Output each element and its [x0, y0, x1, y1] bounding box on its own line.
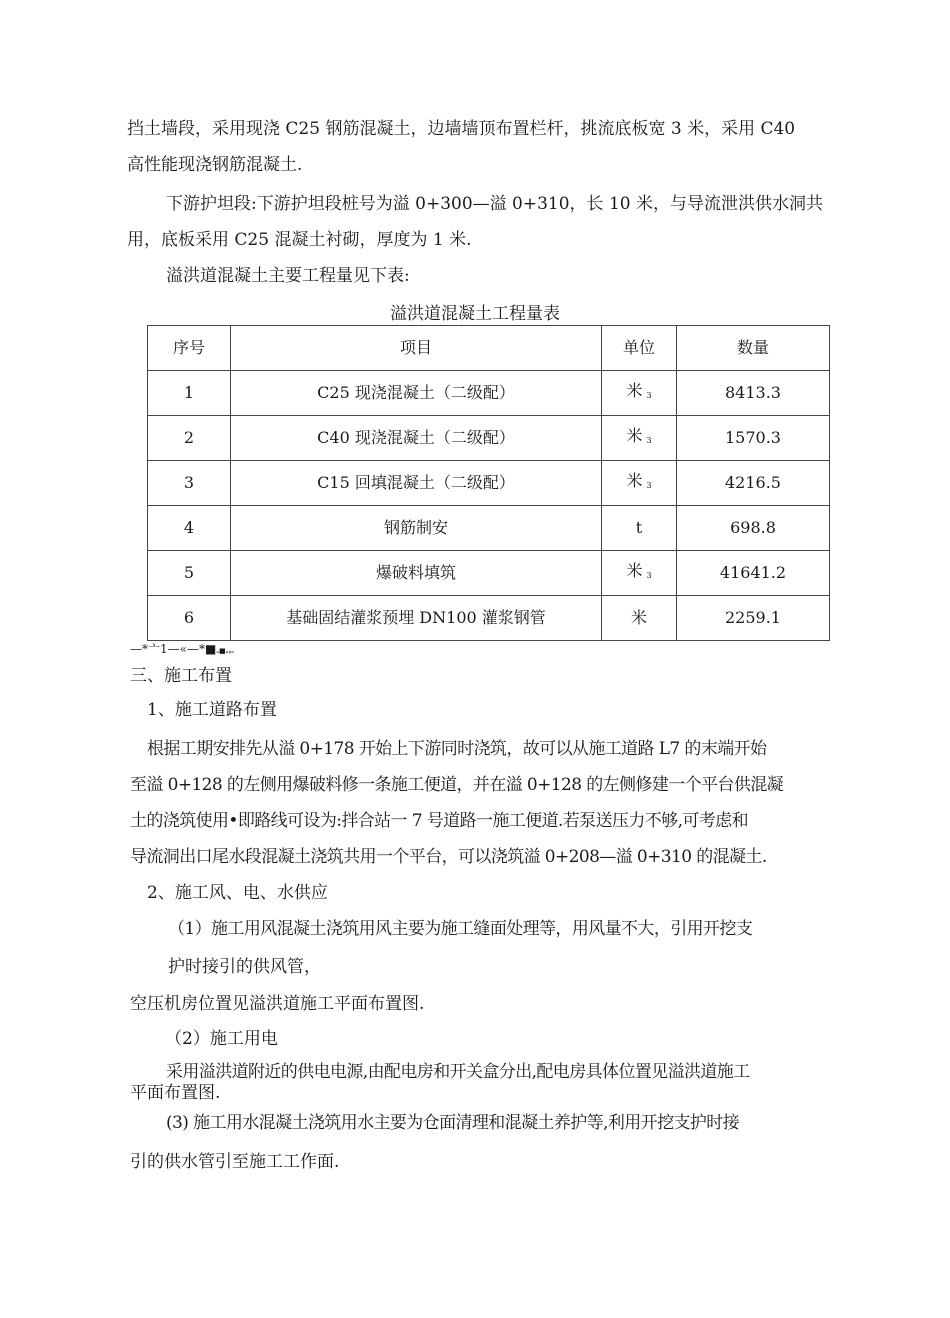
header-qty: 数量 — [677, 326, 830, 371]
unit-text: 米 — [626, 425, 643, 445]
quantity-table — [147, 325, 830, 641]
cell-qty: 2259.1 — [677, 596, 830, 641]
subsection-road-heading: 1、施工道路布置 — [147, 700, 277, 720]
table-row — [148, 596, 830, 641]
paragraph-water-line-2: 引的供水管引至施工工作面. — [130, 1152, 340, 1172]
paragraph-retaining-wall-line-1: 挡土墙段，采用现浇 C25 钢筋混凝土，边墙墙顶布置栏杆，挑流底板宽 3 米，采用 C40 — [127, 119, 796, 139]
cell-qty: 1570.3 — [677, 416, 830, 461]
cell-item: C40 现浇混凝土（二级配） — [231, 416, 602, 461]
paragraph-table-intro: 溢洪道混凝土主要工程量见下表: — [166, 266, 410, 286]
cell-item: 基础固结灌浆预埋 DN100 灌浆钢管 — [231, 596, 602, 641]
cell-unit — [602, 416, 677, 461]
unit-text: 米 — [626, 470, 643, 490]
unit-text: t — [635, 518, 643, 537]
cell-no: 5 — [148, 551, 231, 596]
paragraph-road-line-4: 导流洞出口尾水段混凝土浇筑共用一个平台，可以浇筑溢 0+208—溢 0+310 的混凝土. — [130, 847, 767, 867]
artifact-tiny: ₐ■ₚₚₙ — [216, 647, 235, 655]
table-row — [148, 551, 830, 596]
section-heading: 三、施工布置 — [130, 666, 232, 686]
table-header-row — [148, 326, 830, 371]
unit-superscript: 3 — [646, 570, 652, 580]
cell-qty: 8413.3 — [677, 371, 830, 416]
table-row — [148, 461, 830, 506]
paragraph-road-line-3: 土的浇筑使用•即路线可设为:拌合站一 7 号道路一施工便道.若泵送压力不够,可考虑和 — [130, 811, 748, 831]
paragraph-water-line-1: (3) 施工用水混凝土浇筑用水主要为仓面清理和混凝土养护等,利用开挖支护时接 — [166, 1113, 740, 1133]
paragraph-wind-line-3: 空压机房位置见溢洪道施工平面布置图. — [130, 994, 425, 1014]
paragraph-road-line-1: 根据工期安排先从溢 0+178 开始上下游同时浇筑，故可以从施工道路 L7 的末端开始 — [147, 739, 767, 759]
paragraph-retaining-wall-line-2: 高性能现浇钢筋混凝土. — [127, 155, 303, 175]
unit-superscript: 3 — [646, 435, 652, 445]
paragraph-electricity-line-2: 平面布置图. — [130, 1083, 221, 1103]
paragraph-electricity-line-1: 采用溢洪道附近的供电电源,由配电房和开关盒分出,配电房具体位置见溢洪道施工 — [166, 1062, 750, 1082]
cell-item: C25 现浇混凝土（二级配） — [231, 371, 602, 416]
cell-qty: 41641.2 — [677, 551, 830, 596]
cell-qty: 698.8 — [677, 506, 830, 551]
paragraph-apron-line-2: 用，底板采用 C25 混凝土衬砌，厚度为 1 米. — [127, 230, 472, 250]
unit-text: 米 — [626, 380, 643, 400]
cell-unit — [602, 461, 677, 506]
cell-no: 1 — [148, 371, 231, 416]
cell-item: 爆破料填筑 — [231, 551, 602, 596]
cell-no: 2 — [148, 416, 231, 461]
cell-unit — [602, 506, 677, 551]
cell-unit — [602, 371, 677, 416]
table-row — [148, 416, 830, 461]
cell-item: 钢筋制安 — [231, 506, 602, 551]
paragraph-apron-line-1: 下游护坦段:下游护坦段桩号为溢 0+300—溢 0+310，长 10 米，与导流泄洪供水洞共 — [166, 194, 823, 214]
subsection-utilities-heading: 2、施工风、电、水供应 — [147, 883, 328, 903]
paragraph-wind-line-1: （1）施工用风混凝土浇筑用风主要为施工缝面处理等，用风量不大，引用开挖支 — [168, 919, 753, 939]
unit-text: 米 — [630, 608, 647, 627]
paragraph-electricity-title: （2）施工用电 — [165, 1029, 278, 1049]
scan-artifact-text — [130, 642, 234, 658]
cell-unit — [602, 596, 677, 641]
paragraph-wind-line-2: 护时接引的供风管， — [168, 957, 321, 977]
table-caption: 溢洪道混凝土工程量表 — [390, 304, 560, 324]
paragraph-road-line-2: 至溢 0+128 的左侧用爆破料修一条施工便道，并在溢 0+128 的左侧修建一个平台供混凝 — [130, 775, 784, 795]
header-item: 项目 — [231, 326, 602, 371]
cell-item: C15 回填混凝土（二级配） — [231, 461, 602, 506]
header-no: 序号 — [148, 326, 231, 371]
artifact-main: —*亠1—«—*■ — [130, 642, 217, 656]
table-row — [148, 371, 830, 416]
unit-superscript: 3 — [646, 390, 652, 400]
cell-no: 4 — [148, 506, 231, 551]
cell-unit — [602, 551, 677, 596]
cell-no: 3 — [148, 461, 231, 506]
unit-text: 米 — [626, 560, 643, 580]
cell-no: 6 — [148, 596, 231, 641]
cell-qty: 4216.5 — [677, 461, 830, 506]
table-row — [148, 506, 830, 551]
unit-superscript: 3 — [646, 480, 652, 490]
header-unit: 单位 — [602, 326, 677, 371]
